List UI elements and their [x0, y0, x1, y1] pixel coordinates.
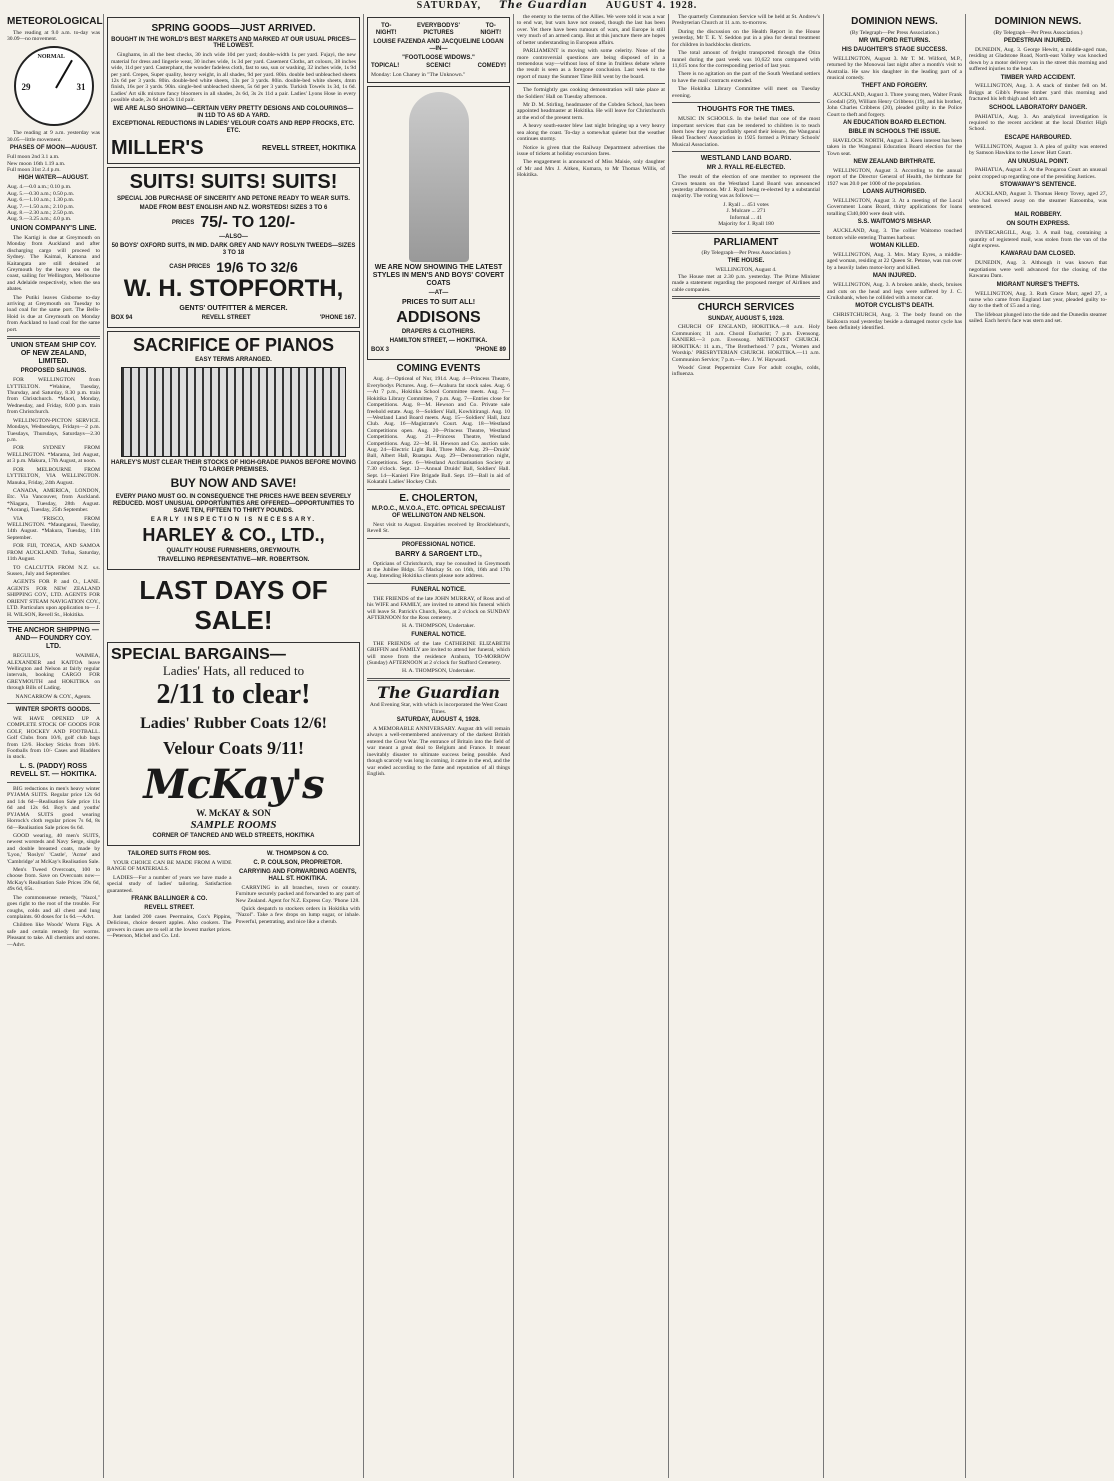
reading-today: The reading at 9.0 a.m. to-day was 30.09—no movement.	[7, 29, 100, 42]
cash-prices: 19/6 TO 32/6	[216, 259, 298, 276]
church-date: SUNDAY, AUGUST 5, 1928.	[708, 315, 784, 322]
thompson-ad	[236, 849, 361, 941]
column-6	[824, 14, 966, 1478]
moon-phase-3: Full moon 31st 2.4 p.m.	[7, 166, 61, 173]
film-stars: LOUISE FAZENDA AND JACQUELINE LOGAN —IN—	[373, 38, 504, 52]
divider	[367, 583, 510, 584]
railway-note: Notice is given that the Railway Department advertises the issue of tickets at holiday excursion fares.	[517, 144, 665, 158]
gas-demo: The fortnightly gas cooking demonstration will take place at the Soldiers' Hall on Tuesday afternoon.	[517, 87, 665, 100]
masthead	[0, 0, 1114, 12]
dental-note: During the discussion on the Health Report in the House yesterday, Mr T. E. Y. Seddon put in a plea for dental treatment for children in backblocks districts.	[672, 28, 820, 48]
every-piano: EVERY PIANO MUST GO. IN CONSEQUENCE THE PRICES HAVE BEEN SEVERELY REDUCED. MOST UNUSUAL OPPORTUNITIES ARE OFFERED—OPPORTUNITIES TO SAVE TEN, FIFTEEN TO THIRTY POUNDS.	[112, 493, 355, 514]
divider	[367, 489, 510, 490]
water-1: Aug. 4.—0.0 a.m.; 0.10 p.m.	[7, 184, 72, 191]
wilford-heading: MR WILFORD RETURNS.	[858, 37, 931, 44]
mail-heading: MAIL ROBBERY.	[1014, 212, 1062, 219]
guardian-date: SATURDAY, AUGUST 4, 1928.	[396, 717, 481, 724]
barry-text: Opticians of Christchurch, may be consulted in Greymouth at the Jubilee Bldgs. 55 Mackay St. on 16th, 16th and 17th Aug. Intending Hokitika clients please note address.	[367, 560, 510, 580]
coming-events-list: Aug. 4—Opticeal of Nur, 1914. Aug. 4—Princess Theatre, Everybodys Pictures. Aug. 6—Arahura fat stock sales. Aug. 6—At 7 p.m., Hokitika School Committee meets. Aug. 7—Hokitika Library Committee, 7 p.m. Aug. 7—Entries close for Competitions. Aug. 8—M. Hewson and Co. Private sale freehold estate. Aug. 8—Soldiers' Hall, Kowhitirangi. Aug. 10—Westland Land Board meets. Aug. 15—Soldiers' Hall, Jazz Club. Aug. 16—Magistrate's Court. Aug. 18—Westland Competitions open. Aug. 20—Princess Theatre, Westland Competitions. Aug. 21—Princess Theatre, Westland Competitions. Aug. 22—M. H. Hewson and Co. auction sale. Aug. 24—Electric Light Ball, Three Mile. Aug. 29—Druids' Ball, Albert Hall, Ruatapu. Aug. 29—Demonstration night, Competitions. Sept. 6—Westland Acclimatisation Society at 7.30 o'clock. Sept. 12—Annual Druids' Ball, Soldiers' Hall. Sept. 14—Kanieri Fire Brigade Ball. Sept. 19—Ball in aid of Kokatahi Ladies' Hockey Club.	[367, 376, 510, 486]
addisons-ad	[367, 86, 510, 360]
mckays-ad	[107, 642, 360, 846]
millers-ad	[107, 17, 360, 164]
overcoats-ad: Men's Tweed Overcoats, 100 to choose from. Save on Overcoats now—McKay's Realisation Sale Prices 39s 6d, 49s 6d, 65s.	[7, 867, 100, 893]
sailing-frisco: VIA 'FRISCO, FROM WELLINGTON. *Maunganui, Tuesday, 14th August. *Makura, Tuesday, 11th September.	[7, 515, 100, 541]
pedestrian-heading: PEDESTRIAN INJURED.	[1003, 37, 1073, 44]
newspaper-page	[4, 14, 1110, 1478]
rubber-coats: Ladies' Rubber Coats 12/6!	[140, 715, 327, 733]
anchor-heading: THE ANCHOR SHIPPING —AND— FOUNDRY COY. LTD.	[8, 626, 99, 651]
thompson-proprietor: C. P. COULSON, PROPRIETOR.	[253, 860, 343, 867]
ladies-text: LADIES—For a number of years we have made a special study of ladies' tailoring. Satisfaction guaranteed.	[107, 874, 232, 894]
library-note: The Hokitika Library Committee will meet on Tuesday evening.	[672, 86, 820, 99]
parliament-heading: PARLIAMENT	[713, 236, 779, 248]
stopforth-ad	[107, 167, 360, 327]
winter-heading: WINTER SPORTS GOODS.	[15, 707, 92, 714]
divider	[7, 621, 100, 624]
hats-text: Ladies' Hats, all reduced to	[162, 663, 305, 679]
dominion-news-heading-2: DOMINION NEWS.	[994, 16, 1082, 27]
quick-despatch: Quick despatch to stockers orders in Hokitika with "Nazol". Take a few drops on lump sugar, or inhale. Powerful, penetrating, and nice like a cherub.	[235, 905, 360, 925]
parliament-editorial: PARLIAMENT is moving with some celerity. None of the more controversial questions are being disposed of in a tremendous way—without loss of time in fruitless debate where the result is seen as a foregone conclusion. Last week to the report of many the Summer Time Bill went by the board.	[517, 48, 665, 80]
column-7	[966, 14, 1110, 1478]
mckay-sub: W. McKAY & SON	[196, 808, 271, 819]
usco-heading: UNION STEAM SHIP COY. OF NEW ZEALAND, LIMITED.	[10, 342, 97, 366]
wilford-text: WELLINGTON, August 3. Mr T. M. Wilford, M.P., returned by the Monowai last night after a month's visit to Australia. He saw his daughter in the leading part of a musical comedy.	[827, 55, 962, 81]
pictures-name: EVERYBODYS' PICTURES	[417, 23, 460, 36]
pianos-heading: SACRIFICE OF PIANOS	[132, 334, 334, 355]
dominion-news-heading: DOMINION NEWS.	[851, 16, 938, 27]
mckays-logo: McKay's	[143, 761, 324, 809]
man-text: WELLINGTON, Aug. 3. A broken ankle, shock, bruises and cuts on the head and legs were suffered by J. C. Cruikshank, when he collided with a motor car.	[827, 282, 962, 301]
masthead-date: AUGUST 4. 1928.	[605, 0, 698, 11]
barry-sargent: BARRY & SARGENT LTD.,	[395, 550, 482, 558]
prices-label: PRICES	[171, 219, 195, 226]
engagement-note: The engagement is announced of Miss Maisie, only daughter of Mr and Mrs J. Aitken, Kumara, to Mr Thomas Willis, of Hokitika.	[517, 159, 665, 179]
mckay-address: CORNER OF TANCRED AND WELD STREETS, HOKITIKA	[152, 833, 315, 840]
freight-note: The total amount of freight transported through the Otira tunnel during the past week was 10,622 tons compared with 11,615 tons for the corresponding period of last year.	[672, 50, 820, 69]
winter-text: WE HAVE OPENED UP A COMPLETE STOCK OF GOODS FOR GOLF, HOCKEY AND FOOTBALL. Golf Clubs from 10/6, golf club bags from 12/6. Hockey Sticks from 10/6. Footballs from 10/- Cases and Bladders in stock.	[7, 715, 100, 761]
harley-subtitle: QUALITY HOUSE FURNISHERS, GREYMOUTH.	[166, 548, 301, 555]
cholerton-name: E. CHOLERTON,	[399, 492, 478, 504]
spring-heading: SPRING GOODS—JUST ARRIVED.	[151, 23, 316, 34]
addisons-name: ADDISONS	[396, 308, 481, 326]
column-5	[669, 14, 824, 1478]
oxford-suits: 50 BOYS' OXFORD SUITS, IN MID. DARK GREY AND NAVY ROSLYN TWEEDS—SIZES 3 TO 18	[111, 243, 356, 257]
woman-heading: WOMAN KILLED.	[870, 243, 919, 250]
thompson-name: W. THOMPSON & CO.	[266, 851, 329, 858]
funeral-2-text: THE FRIENDS of the late CATHERINE ELIZABETH GRIFFIN and FAMILY are invited to attend her funeral, which will move from the residence Arahura, TO-MORROW (Sunday) AFTERNOON at 2 o'clock for Stafford Cemetery.	[367, 640, 510, 667]
tailored-suits: TAILORED SUITS FROM 90S.	[127, 851, 211, 858]
moon-phase-1: Full moon 2nd 3.1 a.m.	[7, 154, 60, 161]
kawarau-text: DUNEDIN, Aug. 3. Although it was known that negotiations were well advanced for the closing of the Kawarau Dam.	[969, 260, 1107, 280]
topical: TOPICAL!	[371, 63, 400, 70]
lab-text: PAHIATUA, Aug. 3. An analytical investigation is required to the recent accident at the local District High School.	[969, 113, 1107, 133]
dial-31: 31	[76, 82, 86, 93]
water-2: Aug. 5.—0.30 a.m.; 0.50 p.m.	[7, 190, 75, 197]
curtains-text: EXCEPTIONAL REDUCTIONS IN LADIES' VELOUR COATS AND REPP FROCKS, ETC. ETC.	[112, 121, 355, 135]
sailing-calcutta: TO CALCUTTA FROM N.Z. s.s. Sussex, July and September.	[7, 564, 100, 577]
church-text: CHURCH OF ENGLAND, HOKITIKA.—8 a.m. Holy Communion; 11 a.m. Choral Eucharist; 7 p.m. Evensong. KANIERI.—3 p.m. Evensong. METHODIST CHURCH. HOKITIKA: 11 a.m., 'The Brotherhood.' 7 p.m., 'Women and Worship.' PRESBYTERIAN CHURCH. HOKITIKA.—11 a.m. Communion Service; 7 p.m.—Rev. J. W. Hayward.	[672, 324, 820, 363]
sailing-lyttelton: FOR WELLINGTON from LYTTELTON. *Wahine, Tuesday, Thursday, and Saturday, 8.30 p.m. train from Christchurch. *Maori, Monday, Wednesday, and Friday, 8.00 p.m. train from Christchurch.	[7, 377, 100, 416]
column-3	[364, 14, 514, 1478]
divider	[672, 296, 820, 299]
communion-note: The quarterly Communion Service will be held at St. Andrew's Presbyterian Church at 11 a.m. to-morrow.	[672, 14, 820, 27]
guardian-subtitle: And Evening Star, with which is incorporated the West Coast Times.	[369, 702, 508, 715]
worm-figs-ad: Children like Woods' Worm Figs. A safe and certain remedy for worms. Pleasant to take. All chemists and stores.—Advt.	[7, 922, 100, 948]
hamilton-street: HAMILTON STREET, — HOKITIKA.	[389, 338, 488, 345]
point-text: PAHIATUA, August 3. At the Pongaroa Court an unusual point cropped up regarding one of the presiding Justices.	[969, 167, 1107, 180]
birthrate-text: WELLINGTON, August 3. According to the annual report of the Director General of Health, the birthrate for 1927 was 20.0 per 1000 of the population.	[827, 167, 962, 187]
ross-name: L. S. (PADDY) ROSS REVELL ST. — HOKITIKA.	[10, 762, 97, 778]
harley-must-clear: HARLEY'S MUST CLEAR THEIR STOCKS OF HIGH-GRADE PIANOS BEFORE MOVING TO LARGER PREMISES.	[111, 460, 356, 474]
woman-text: WELLINGTON, Aug. 3. Mrs. Mary Eyres, a middle-aged woman, residing at 22 Queen St. Petone, was run over by a heavily laden motor-lorry and killed.	[827, 251, 962, 271]
suits-subheading: SPECIAL JOB PURCHASE OF SINCERITY AND PETONE READY TO WEAR SUITS.	[117, 196, 350, 203]
stopforth-name: W. H. STOPFORTH,	[123, 275, 344, 303]
bible-text: HAVELOCK NORTH, August 3. Keen interest has been taken in the Wanganui Education Board election for the Town seat.	[827, 137, 962, 157]
stowaway-heading: STOWAWAY'S SENTENCE.	[999, 182, 1077, 189]
water-heading: HIGH WATER—AUGUST.	[18, 175, 89, 182]
bargains-heading: SPECIAL BARGAINS—	[111, 645, 286, 663]
anchor-text: REGULUS, WAIMEA, ALEXANDER and KAITOA leave Wellington and Nelson at fairly regular intervals, booking CARGO FOR GREYMOUTH and HOKITIKA on through Bills of Lading.	[7, 653, 100, 692]
sailing-fiji: FOR FIJI, TONGA, AND SAMOA FROM AUCKLAND. Tofua, Saturday, 11th August.	[7, 543, 100, 563]
scenic: SCENIC!	[426, 63, 451, 70]
westland-heading: WESTLAND LAND BOARD.	[700, 155, 792, 163]
divider	[367, 678, 510, 681]
divider	[7, 703, 100, 704]
wilford-sub: HIS DAUGHTER'S STAGE SUCCESS.	[841, 46, 948, 53]
suit-prices: 75/- TO 120/-	[200, 214, 296, 231]
man-illustration	[409, 92, 469, 262]
pa-credit: (By Telegraph—Per Press Association.)	[701, 250, 791, 257]
house-heading: THE HOUSE.	[727, 258, 765, 265]
also-text: —ALSO—	[219, 234, 248, 241]
drapers-text: DRAPERS & CLOTHIERS.	[401, 329, 476, 336]
cash-label: CASH PRICES	[169, 263, 211, 270]
escape-text: WELLINGTON, August 3. A plea of guilty was entered by Samson Hawkins to the Lower Hutt Court.	[969, 143, 1107, 157]
divider	[7, 782, 100, 783]
thoughts-text: MUSIC IN SCHOOLS. In the belief that one of the most important services that can be rendered to children is to teach them how they may profitably spend their leisure, the Wanganui Head Teachers' Association in 1925 formed a Primary Schools' Musical Association.	[672, 116, 820, 148]
water-4: Aug. 7.—1.50 a.m.; 2.10 p.m.	[7, 203, 75, 210]
point-heading: AN UNUSUAL POINT.	[1007, 158, 1069, 165]
addisons-phone: 'PHONE 89	[474, 347, 506, 354]
theft-text: AUCKLAND, August 3. Three young men, Walter Frank Goodall (29), William Henry Cribbens (19), and his brother, John Charles Cribbens (20), pleaded guilty in the Police Court to theft and forgery.	[827, 92, 962, 118]
ryall-heading: MR J. RYALL RE-ELECTED.	[706, 165, 786, 172]
carrying-text: CARRYING in all branches, town or country. Furniture securely packed and forwarded to any part of New Zealand. Agent for N.Z. Express Coy. 'Phone 128.	[235, 884, 360, 904]
house-text: The House met at 2.30 p.m. yesterday. The Prime Minister made a statement regarding the proposed merger of Airlines and cable companies.	[672, 273, 820, 293]
stopforth-phone: 'PHONE 167.	[319, 314, 356, 321]
sailings-heading: PROPOSED SAILINGS.	[20, 368, 87, 375]
sailing-melbourne: FOR MELBOURNE FROM LYTTELTON, VIA WELLINGTON. Manuka, Friday, 24th August.	[7, 466, 100, 486]
water-5: Aug. 8.—2.30 a.m.; 2.50 p.m.	[7, 209, 75, 216]
stirling-appointment: Mr D. M. Stirling, headmaster of the Cobden School, has been appointed headmaster at Hokitika. He will leave for Christchurch at the end of the present term.	[517, 102, 665, 121]
pyjama-ad: BIG reductions in men's heavy winter PYJAMA SUITS. Regular price 12s 6d and 14s 6d—Realisation Sale price 11s 6d and 12s 6d. Boy's and youths' PYJAMA SUITS good wearing Horrock's cloth regular prices 7s 6d, 8s 6d—Realisation Sale prices 6s 6d.	[7, 785, 100, 831]
moon-phase-2: New moon 16th 1.19 a.m.	[7, 160, 66, 167]
timber-text: WELLINGTON, Aug. 3. A stack of timber fell on M. Briggs at Gibb's Petone timber yard this morning and fractured his left thigh and left arm.	[969, 83, 1107, 103]
covert-coats: WE ARE NOW SHOWING THE LATEST STYLES IN MEN'S AND BOYS' COVERT COATS	[372, 263, 505, 287]
motor-heading: MOTOR CYCLIST'S DEATH.	[855, 303, 934, 310]
funeral-1-sig: H. A. THOMPSON, Undertaker.	[401, 623, 476, 630]
guardian-title: The Guardian	[377, 682, 500, 702]
south-heading: ON SOUTH EXPRESS.	[1006, 221, 1070, 228]
theft-heading: THEFT AND FORGERY.	[861, 83, 928, 90]
comedy: COMEDY!	[477, 63, 506, 70]
vote-3: Informal ... 41	[729, 214, 763, 221]
funeral-notice-1: FUNERAL NOTICE.	[411, 586, 466, 593]
divider	[367, 538, 510, 539]
choice-text: YOUR CHOICE CAN BE MADE FROM A WIDE RANGE OF MATERIALS.	[107, 860, 232, 873]
funeral-2-sig: H. A. THOMPSON, Undertaker.	[401, 668, 476, 675]
kawarau-heading: KAWARAU DAM CLOSED.	[1000, 251, 1076, 258]
lab-heading: SCHOOL LABORATORY DANGER.	[988, 104, 1087, 111]
vote-2: J. Mulcare ... 271	[726, 208, 766, 215]
union-heading: UNION COMPANY'S LINE.	[10, 224, 97, 232]
suits-heading: SUITS! SUITS! SUITS!	[129, 171, 338, 194]
nurse-text: WELLINGTON, Aug. 3. Ruth Grace Marr, aged 27, a nurse who came from England last year, pleaded guilty to-day to the theft of £5 and a ring.	[969, 290, 1107, 310]
hats-price: 2/11 to clear!	[156, 678, 311, 710]
millers-name: MILLER'S	[111, 137, 204, 160]
editorial-continued: the enemy to the terms of the Allies. We were told it was a war to end war, but wars have not ceased, though the last has been over. Yet there have been rumours of wars, and Europe is still very much of an armed camp. But at this juncture there are hopes of better understanding in European affairs.	[517, 14, 665, 46]
moon-heading: PHASES OF MOON—AUGUST.	[9, 145, 98, 152]
ballinger-name: FRANK BALLINGER & CO.	[131, 896, 208, 903]
motor-text: CHRISTCHURCH, Aug. 3. The body found on the Kaikoura road yesterday beside a damaged motor cycle has been definitely identified.	[827, 312, 962, 332]
dial-normal: NORMAL	[37, 54, 65, 61]
water-3: Aug. 6.—1.10 a.m.; 1.30 p.m.	[7, 197, 75, 204]
pedestrian-text: DUNEDIN, Aug. 3. George Hewitt, a middle-aged man, residing at Gladstone Road, North-east Valley was knocked down by a motor delivery van in the street this morning and suffered injuries to the head.	[969, 46, 1107, 73]
spring-text: Ginghams, in all the best checks, 30 inch wide 10d per yard; double-width 1s per yard. Fujayi, the new material for dress and lingerie wear, 30 inches wide, 1s 3d per yard. Casement Cloths, art colours, 38 inches wide, 11d per yard. Casterphant, the wonder fadeless cloth, fast to sea, sun or washing, 32 inches wide, 1s 9d per yard. Crepes, Super quality, heavy weight, in all shades, 9d per yard. 80in. double bed unbleached sheets 12s 6d per 3 yards. 80in. double-bed white sheets, 13s per 3 yards. 80in. double-bed white sheets, 4mm finish, 16s per 3 yards. 90in. single-bed unbleached sheets, 5s 6d per 3 yards. Turkish Towels 1s 3d, 1s 6d. Ladies' Art silk mixture fancy bloomers in all shades, 2s 6d, 3s 2s 11d a pair. Ladies' Lyons Hose in every possible shade, 2s 6d and 2s 11d pair.	[111, 52, 356, 104]
pa-credit: (By Telegraph—Per Press Association.)	[993, 29, 1083, 36]
column-4	[514, 14, 669, 1478]
edboard-heading: AN EDUCATION BOARD ELECTION.	[843, 119, 946, 126]
final-text: The lifeboat plunged into the tide and the Dunedin steamer sailed. Each hero's face was stern and set.	[969, 311, 1107, 325]
piano-illustration	[121, 367, 346, 457]
escape-heading: ESCAPE HARBOURED.	[1004, 134, 1072, 141]
addisons-box: BOX 3	[371, 347, 390, 354]
professional-notice: PROFESSIONAL NOTICE.	[401, 541, 476, 548]
tonight-left: TO-NIGHT!	[375, 23, 397, 36]
water-6: Aug. 9.—3.25 a.m.; 4.0 p.m.	[7, 216, 72, 223]
apples-ad: Just landed 200 cases Peermains, Cox's Pippins, Delicious, choice dessert apples. Also cookers. The growers in cases are to sell at the lowest market prices.—Peterson, Michel and Co. Ltd.	[107, 913, 232, 940]
dial-29: 29	[21, 82, 31, 93]
early-inspection: EARLY INSPECTION IS NECESSARY.	[150, 516, 317, 523]
waitomo-heading: S.S. WAITOMO'S MISHAP.	[857, 219, 932, 226]
prices-suit-all: PRICES TO SUIT ALL!	[401, 298, 476, 306]
ballinger-address: REVELL STREET.	[144, 905, 195, 912]
peppermint-ad: Woods' Great Peppermint Cure For adult coughs, colds, influenza.	[672, 364, 820, 378]
divider	[517, 83, 665, 84]
harley-ad	[107, 331, 360, 570]
masthead-day: SATURDAY,	[416, 0, 482, 11]
at-text: —AT—	[428, 289, 449, 296]
harley-name: HARLEY & CO., LTD.,	[142, 525, 325, 546]
barometer-dial	[14, 46, 94, 126]
man-heading: MAN INJURED.	[872, 273, 917, 280]
south-text: INVERCARGILL, Aug. 3. A mail bag, containing a quantity of registered mail, was stolen from the van of the night express.	[969, 230, 1107, 250]
coming-events-heading: COMING EVENTS	[396, 362, 481, 374]
buy-now: BUY NOW AND SAVE!	[170, 476, 297, 491]
harley-rep: TRAVELLING REPRESENTATIVE—MR. ROBERTSON.	[157, 556, 310, 563]
bible-heading: BIBLE IN SCHOOLS THE ISSUE.	[848, 128, 941, 135]
spring-subheading: BOUGHT IN THE WORLD'S BEST MARKETS AND MARKED AT OUR USUAL PRICES—THE LOWEST.	[111, 36, 356, 50]
velour-coats: Velour Coats 9/11!	[162, 737, 304, 758]
masthead-paper-name: The Guardian	[499, 0, 588, 11]
ballinger-ad	[107, 849, 232, 941]
tonight-right: TO-NIGHT!	[480, 23, 502, 36]
pa-credit: (By Telegraph—Per Press Association.)	[850, 29, 939, 36]
union-text: The Kartigi is due at Greymouth on Monday from Auckland and after discharging cargo will proceed to Sydney. The Kaimai, Kamona and Kaitangata are still detained at Greymouth by the heavy sea on the coast, sailing for Wellington, Melbourne and Adelaide respectively, when the sea abates.	[7, 234, 100, 293]
stopforth-street: REVELL STREET	[201, 314, 251, 321]
loans-text: WELLINGTON, August 3. At a meeting of the Local Government Loans Board, thirty applications for loans totalling £340,000 were dealt with.	[827, 198, 962, 217]
sailing-picton: WELLINGTON-PICTON SERVICE. Mondays, Wednesdays, Fridays—2 p.m. Tuesdays, Thursdays, Saturdays—2.30 p.m.	[7, 417, 100, 443]
union-text-2: The Putiki leaves Gisborne to-day arriving at Greymouth on Tuesday to load coal for the same port. The Bells-Hoid is due at Greymouth on Monday from Auckland to load coal for the same port.	[7, 294, 100, 333]
ryall-text: The result of the election of one member to represent the Crown tenants on the Westland Land Board was announced yesterday afternoon. Mr J. Ryall being re-elected by a substantial majority. The voting was as follows:—	[672, 174, 820, 200]
sailing-sydney: FOR SYDNEY FROM WELLINGTON. *Marama, 3rd August, at 3 p.m. Makura, 17th August, at noon.	[7, 445, 100, 465]
divider	[672, 151, 820, 152]
agents-text: AGENTS FOR P. and O., LANE. AGENTS FOR NEW ZEALAND SHIPPING COY., LTD. AGENTS FOR ORIENT STEAM NAVIGATION COY., LTD. Particulars upon application to— J. H. WILSON, Revell St., Hokitika.	[7, 579, 100, 618]
vote-1: J. Ryall ... 451 votes	[723, 201, 769, 208]
sample-rooms: SAMPLE ROOMS	[190, 818, 277, 831]
loans-heading: LOANS AUTHORISED.	[862, 189, 927, 196]
birthrate-heading: NEW ZEALAND BIRTHRATE.	[853, 159, 936, 166]
meteorological-heading: METEOROLOGICAL	[7, 16, 103, 27]
stowaway-text: AUCKLAND, August 3. Thomas Henry Tovey, aged 27, who had stowed away on the steamer Katoomba, was sentenced.	[969, 191, 1107, 211]
reading-yesterday: The reading at 9 a.m. yesterday was 30.05—little movement.	[7, 130, 100, 143]
church-heading: CHURCH SERVICES	[697, 302, 795, 314]
carrying-heading: CARRYING AND FORWARDING AGENTS, HALL ST. HOKITIKA.	[238, 868, 357, 882]
house-date: WELLINGTON, August 4.	[715, 267, 777, 274]
cholerton-text: Next visit to August. Enquiries received by Brocklehurst's, Revell St.	[367, 521, 510, 535]
film-title: "FOOTLOOSE WIDOWS."	[402, 54, 475, 61]
showing-text: WE ARE ALSO SHOWING—CERTAIN VERY PRETTY DESIGNS AND COLOURINGS—IN 11D TO AS 6D A YARD.	[113, 105, 354, 119]
weather-note: A heavy south-easter blew last night bringing up a very heavy sea along the coast. To-day a somewhat quieter but the weather continues stormy.	[517, 123, 665, 143]
anchor-agents: NANCARROW & COY., Agents.	[15, 693, 92, 700]
mail-note: There is no agitation on the part of the South Westland settlers to have the mail contracts extended.	[672, 71, 820, 84]
monday-film: Monday: Lon Chaney in "The Unknown."	[371, 72, 466, 79]
divider	[672, 102, 820, 103]
waitomo-text: AUCKLAND, Aug. 3. The collier Waitomo touched bottom while entering Thames harbour.	[827, 228, 962, 241]
column-1	[4, 14, 104, 1478]
divider	[7, 336, 100, 339]
nurse-heading: MIGRANT NURSE'S THEFTS.	[996, 281, 1080, 288]
pictures-ad	[367, 17, 510, 83]
funeral-1-text: THE FRIENDS of the late JOHN MURRAY, of Ross and of his WIFE and FAMILY, are invited to attend his funeral which will leave St. Patrick's Church, Ross, at 2 o'clock on SUNDAY AFTERNOON for the Ross cemetery.	[367, 595, 510, 622]
stopforth-subtitle: GENTS' OUTFITTER & MERCER.	[179, 304, 288, 312]
timber-heading: TIMBER YARD ACCIDENT.	[1000, 74, 1076, 81]
nazol-ad: The commonsense remedy, "Nazol," goes right to the root of the trouble. For coughs, colds and all chest and lung complaints. 60 doses for 1s 6d.—Advt.	[7, 894, 100, 920]
column-2	[104, 14, 364, 1478]
editorial-text: A MEMORABLE ANNIVERSARY. August 4th will remain always a well-remembered anniversary of the darkest British entered the Great War. The entrance of Britain into the field of war meant a great deal to Belgium and France. It meant inevitably disaster to ultimate success being possible. And though scarcely was long in coming, it came in the end, and the war ended according to the fame and reputation of all things English.	[367, 726, 510, 777]
funeral-notice-2: FUNERAL NOTICE.	[411, 631, 466, 638]
suits-made: MADE FROM BEST ENGLISH AND N.Z. WORSTEDS! SIZES 3 TO 6	[139, 205, 328, 212]
sailing-canada: CANADA, AMERICA, LONDON, Etc. Via Vancouver, from Auckland. *Niagara, Tuesday, 28th August. *Aorangi, Tuesday, 25th September.	[7, 487, 100, 514]
barometer-needle	[55, 60, 73, 89]
divider	[672, 231, 820, 234]
last-days-heading: LAST DAYS OF SALE!	[139, 574, 328, 635]
easy-terms: EASY TERMS ARRANGED.	[195, 357, 272, 364]
cholerton-sub: M.P.O.C., M.V.O.A., ETC. OPTICAL SPECIALIST OF WELLINGTON AND NELSON.	[371, 506, 506, 519]
majority: Majority for J. Ryall 180	[718, 221, 774, 228]
thoughts-heading: THOUGHTS FOR THE TIMES.	[697, 106, 795, 114]
suits-ad: GOOD wearing, 40 men's SUITS, newest worsteds and Navy Serge, single and double breasted coats, made by 'Lyon,' 'Roslyn' 'Castle', 'Acme' and 'Cambridge' at McKay's Realisation Sale.	[7, 832, 100, 865]
millers-address: REVELL STREET, HOKITIKA	[262, 144, 356, 152]
stopforth-box: BOX 94	[111, 314, 133, 321]
